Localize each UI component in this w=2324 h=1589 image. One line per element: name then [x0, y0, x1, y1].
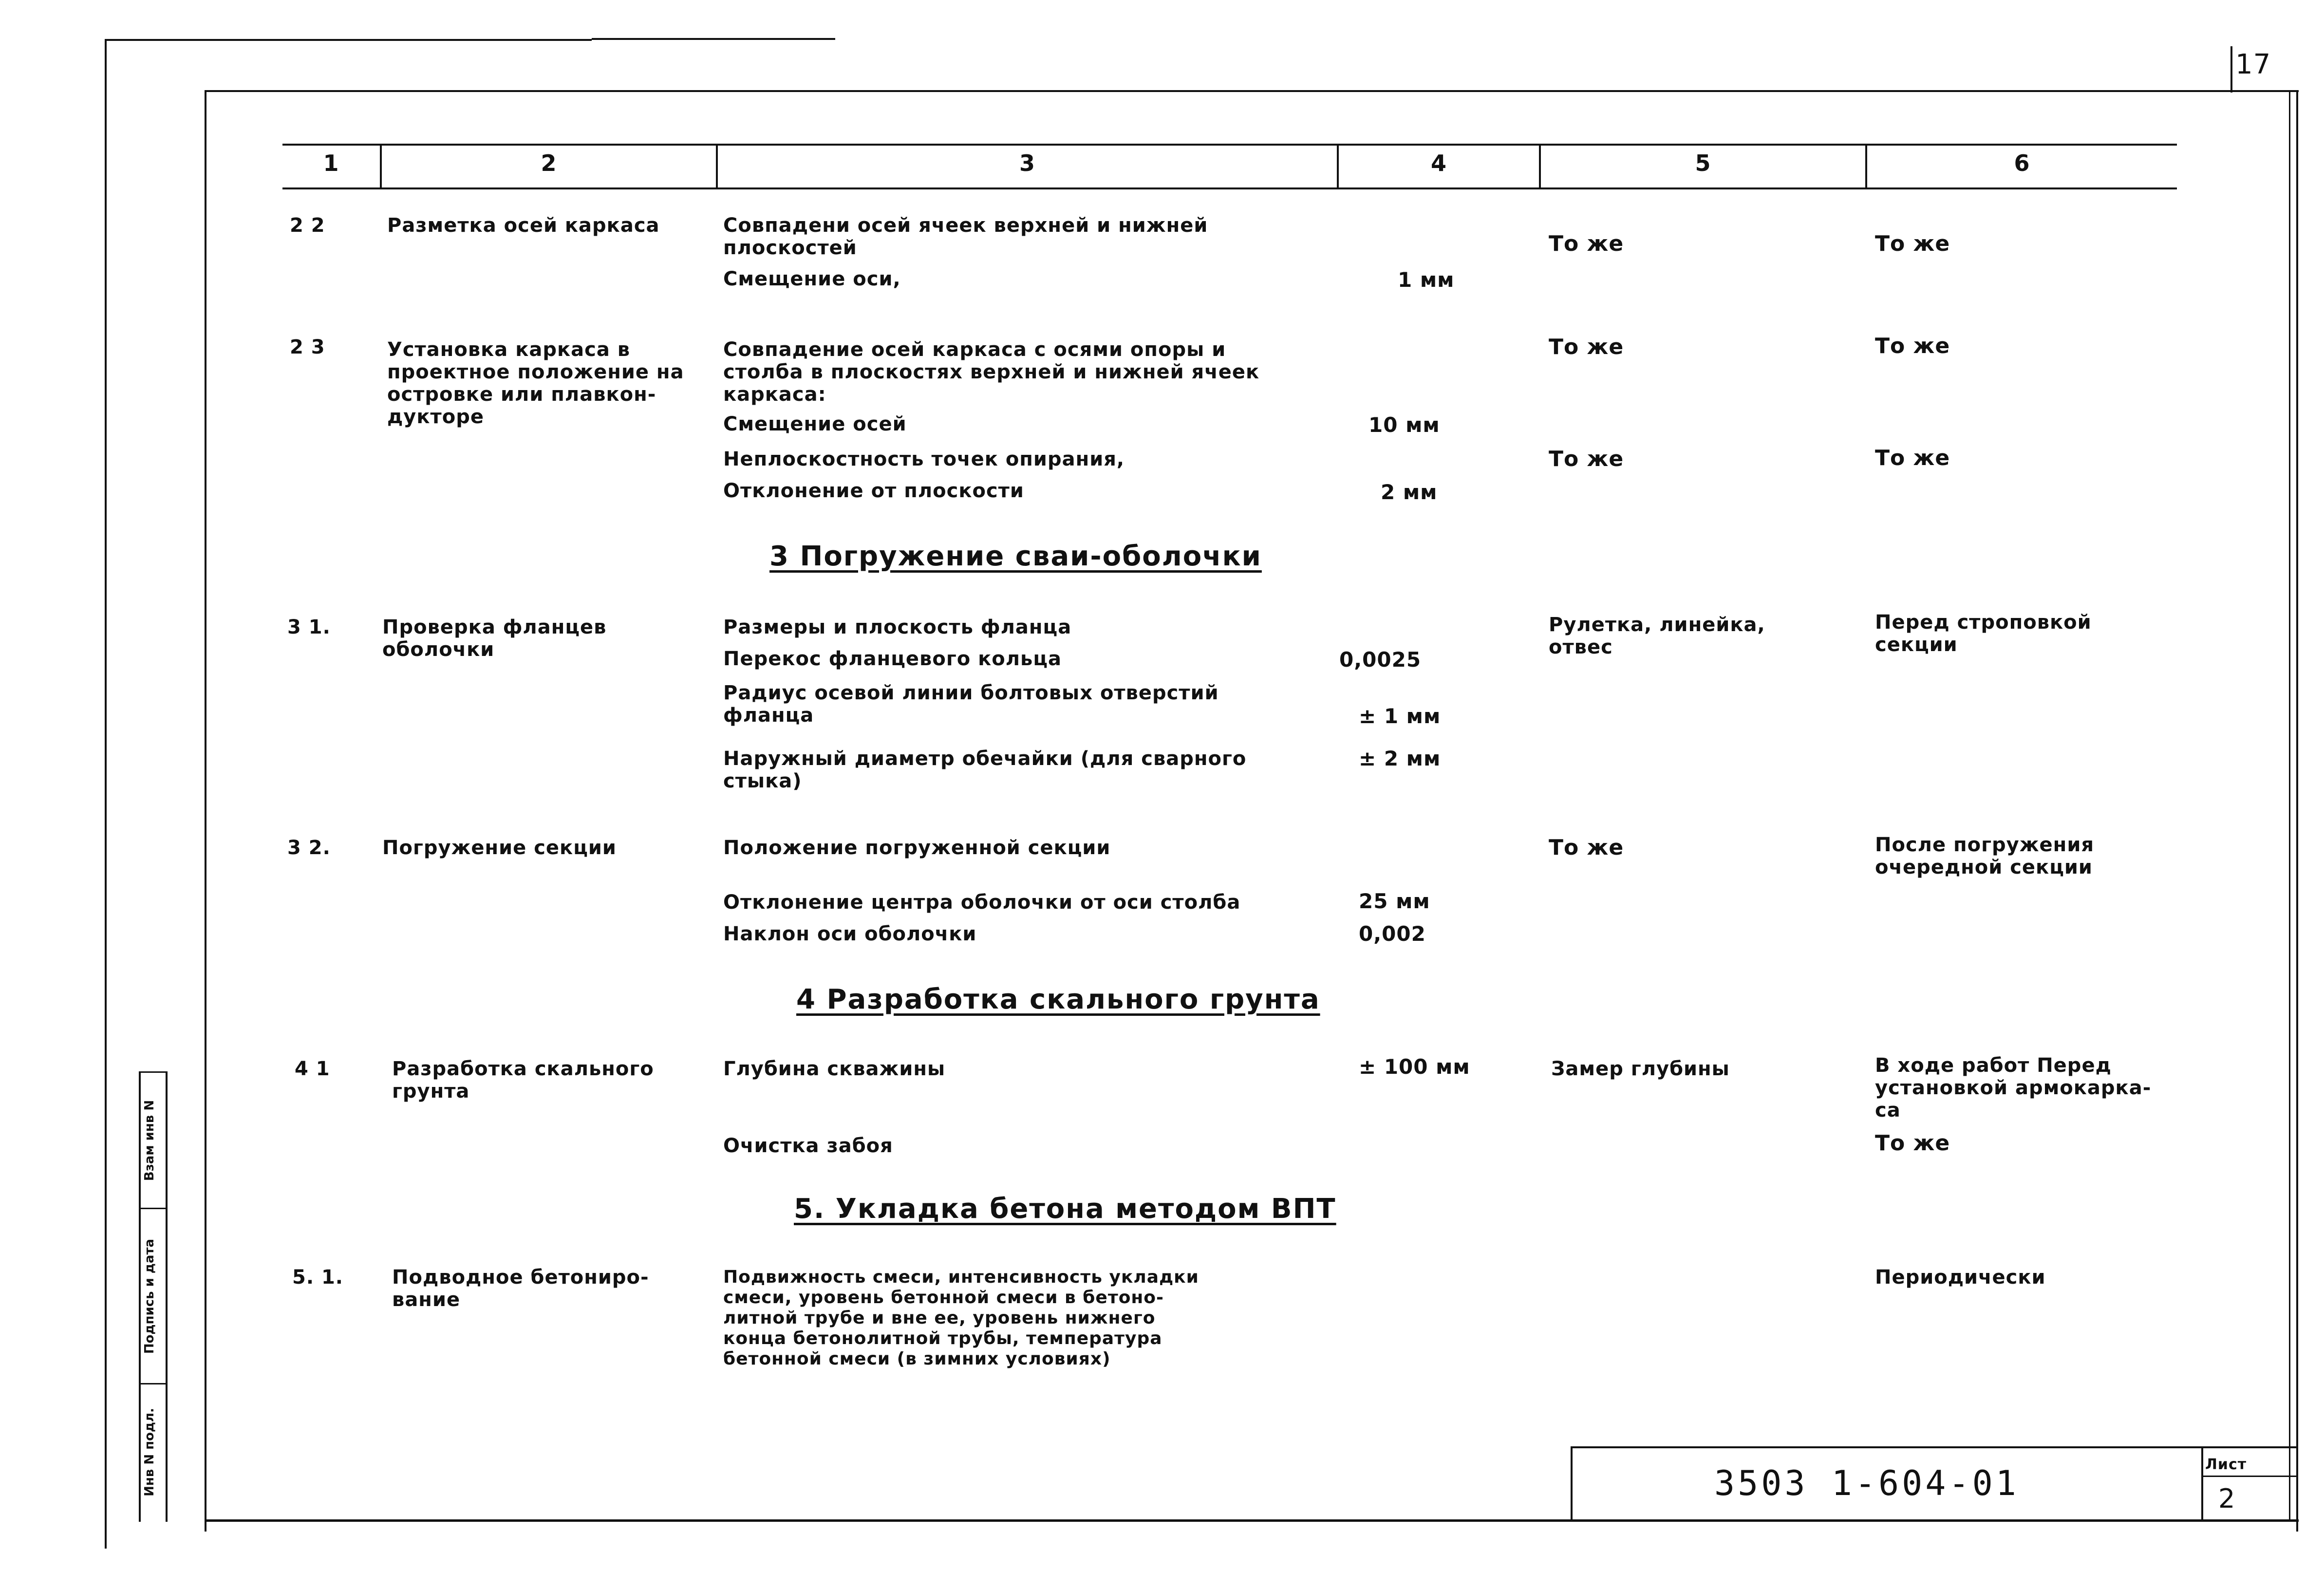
row-3-2-param-1: Положение погруженной секции — [723, 837, 1111, 859]
row-3-1-tolerance-2: 0,0025 — [1339, 648, 1422, 672]
column-header-1: 1 — [323, 150, 339, 176]
section-5-heading: 5. Укладка бетона методом ВПТ — [794, 1193, 1336, 1225]
row-3-1-param-1: Размеры и плоскость фланца — [723, 616, 1072, 638]
inner-frame-right — [2296, 90, 2298, 1532]
section-3-heading: 3 Погружение сваи-оболочки — [769, 541, 1262, 572]
row-2-2-operation: Разметка осей каркаса — [387, 214, 660, 237]
row-3-1-number: 3 1. — [287, 616, 331, 638]
row-2-2-tolerance-2: 1 мм — [1398, 268, 1455, 292]
header-line-top — [282, 144, 2177, 146]
sheet-label: Лист — [2205, 1456, 2247, 1473]
row-2-3-tolerance-4: 2 мм — [1381, 480, 1438, 504]
row-3-1-param-3: Радиус осевой линии болтовых отверстий фланца — [723, 682, 1219, 727]
row-3-2-method: То же — [1549, 835, 1624, 860]
row-3-1-when: Перед строповкой секции — [1875, 611, 2092, 656]
row-2-3-number: 2 3 — [290, 336, 325, 358]
side-label-inv-podl: Инв N подл. — [142, 1408, 157, 1496]
row-4-1-param-1: Глубина скважины — [723, 1058, 946, 1080]
column-header-4: 4 — [1430, 150, 1447, 176]
side-label-vzam-inv: Взам инв N — [142, 1100, 157, 1181]
row-2-3-param-1: Совпадение осей каркаса с осями опоры и столба в плоскостях верхней и нижней ячеек каркаса: — [723, 338, 1260, 406]
row-4-1-operation: Разработка скального грунта — [392, 1058, 654, 1103]
row-3-2-param-3: Наклон оси оболочки — [723, 923, 977, 945]
row-2-3-param-3: Неплоскостность точек опирания, — [723, 448, 1125, 470]
row-3-2-tolerance-3: 0,002 — [1359, 922, 1426, 946]
side-label-signature-date: Подпись и дата — [142, 1238, 157, 1354]
row-2-3-param-2: Смещение осей — [723, 413, 907, 435]
column-header-3: 3 — [1019, 150, 1035, 176]
row-3-1-tolerance-3: ± 1 мм — [1359, 704, 1441, 728]
row-3-1-tolerance-4: ± 2 мм — [1359, 747, 1441, 770]
row-5-1-param: Подвижность смеси, интенсивность укладки смеси, уровень бетонной смеси в бетоно- литной трубе и вне ее, уровень нижнего конца бетонолитной трубы, температура бетонной смеси (в зимних условиях) — [723, 1267, 1199, 1369]
row-2-3-tolerance-2: 10 мм — [1368, 413, 1440, 437]
row-2-3-method-1: То же — [1549, 335, 1624, 359]
row-3-2-tolerance-2: 25 мм — [1359, 889, 1430, 913]
column-header-5: 5 — [1695, 150, 1711, 176]
inner-frame-left — [205, 90, 206, 1532]
inner-frame-top — [205, 90, 2299, 92]
row-2-2-method: То же — [1549, 231, 1624, 256]
row-2-2-param-2: Смещение оси, — [723, 268, 901, 290]
row-2-3-method-3: То же — [1549, 447, 1624, 471]
row-2-3-when-1: То же — [1875, 334, 1950, 358]
row-3-2-param-2: Отклонение центра оболочки от оси столба — [723, 891, 1241, 914]
document-code: 3503 1-604-01 — [1714, 1463, 2019, 1503]
row-4-1-number: 4 1 — [295, 1058, 330, 1080]
row-3-1-operation: Проверка фланцев оболочки — [382, 616, 607, 661]
column-header-6: 6 — [2014, 150, 2030, 176]
row-3-2-number: 3 2. — [287, 837, 331, 859]
row-4-1-when: В ходе работ Перед установкой армокарка- са — [1875, 1054, 2152, 1122]
page-number: 17 — [2235, 49, 2271, 80]
frame-left — [105, 39, 107, 1549]
row-2-2-when: То же — [1875, 231, 1950, 256]
row-2-3-param-4: Отклонение от плоскости — [723, 480, 1024, 502]
row-3-1-param-2: Перекос фланцевого кольца — [723, 648, 1062, 670]
inner-frame-bottom — [205, 1519, 2299, 1522]
row-2-3-operation: Установка каркаса в проектное положение на островке или плавкон- дукторе — [387, 338, 684, 428]
row-3-1-param-4: Наружный диаметр обечайки (для сварного стыка) — [723, 748, 1247, 792]
row-3-2-when: После погружения очередной секции — [1875, 834, 2095, 879]
row-2-2-param-1: Совпадени осей ячеек верхней и нижней плоскостей — [723, 214, 1208, 259]
section-4-heading: 4 Разработка скального грунта — [796, 984, 1320, 1015]
column-header-2: 2 — [541, 150, 557, 176]
frame-top-left — [105, 39, 592, 41]
row-4-1-tolerance-1: ± 100 мм — [1359, 1055, 1470, 1079]
row-2-3-when-3: То же — [1875, 446, 1950, 470]
header-line-bottom — [282, 187, 2177, 189]
row-4-1-method: Замер глубины — [1551, 1058, 1730, 1080]
row-4-1-when-2: То же — [1875, 1131, 1950, 1156]
row-4-1-param-2: Очистка забоя — [723, 1135, 893, 1157]
sheet-number: 2 — [2218, 1483, 2236, 1514]
row-5-1-operation: Подводное бетониро- вание — [392, 1266, 649, 1311]
row-2-2-number: 2 2 — [290, 214, 325, 237]
row-5-1-number: 5. 1. — [292, 1266, 343, 1289]
row-3-2-operation: Погружение секции — [382, 837, 617, 859]
stamp-top-line — [1571, 1446, 2296, 1448]
row-3-1-method: Рулетка, линейка, отвес — [1549, 614, 1765, 658]
row-5-1-when: Периодически — [1875, 1266, 2046, 1289]
